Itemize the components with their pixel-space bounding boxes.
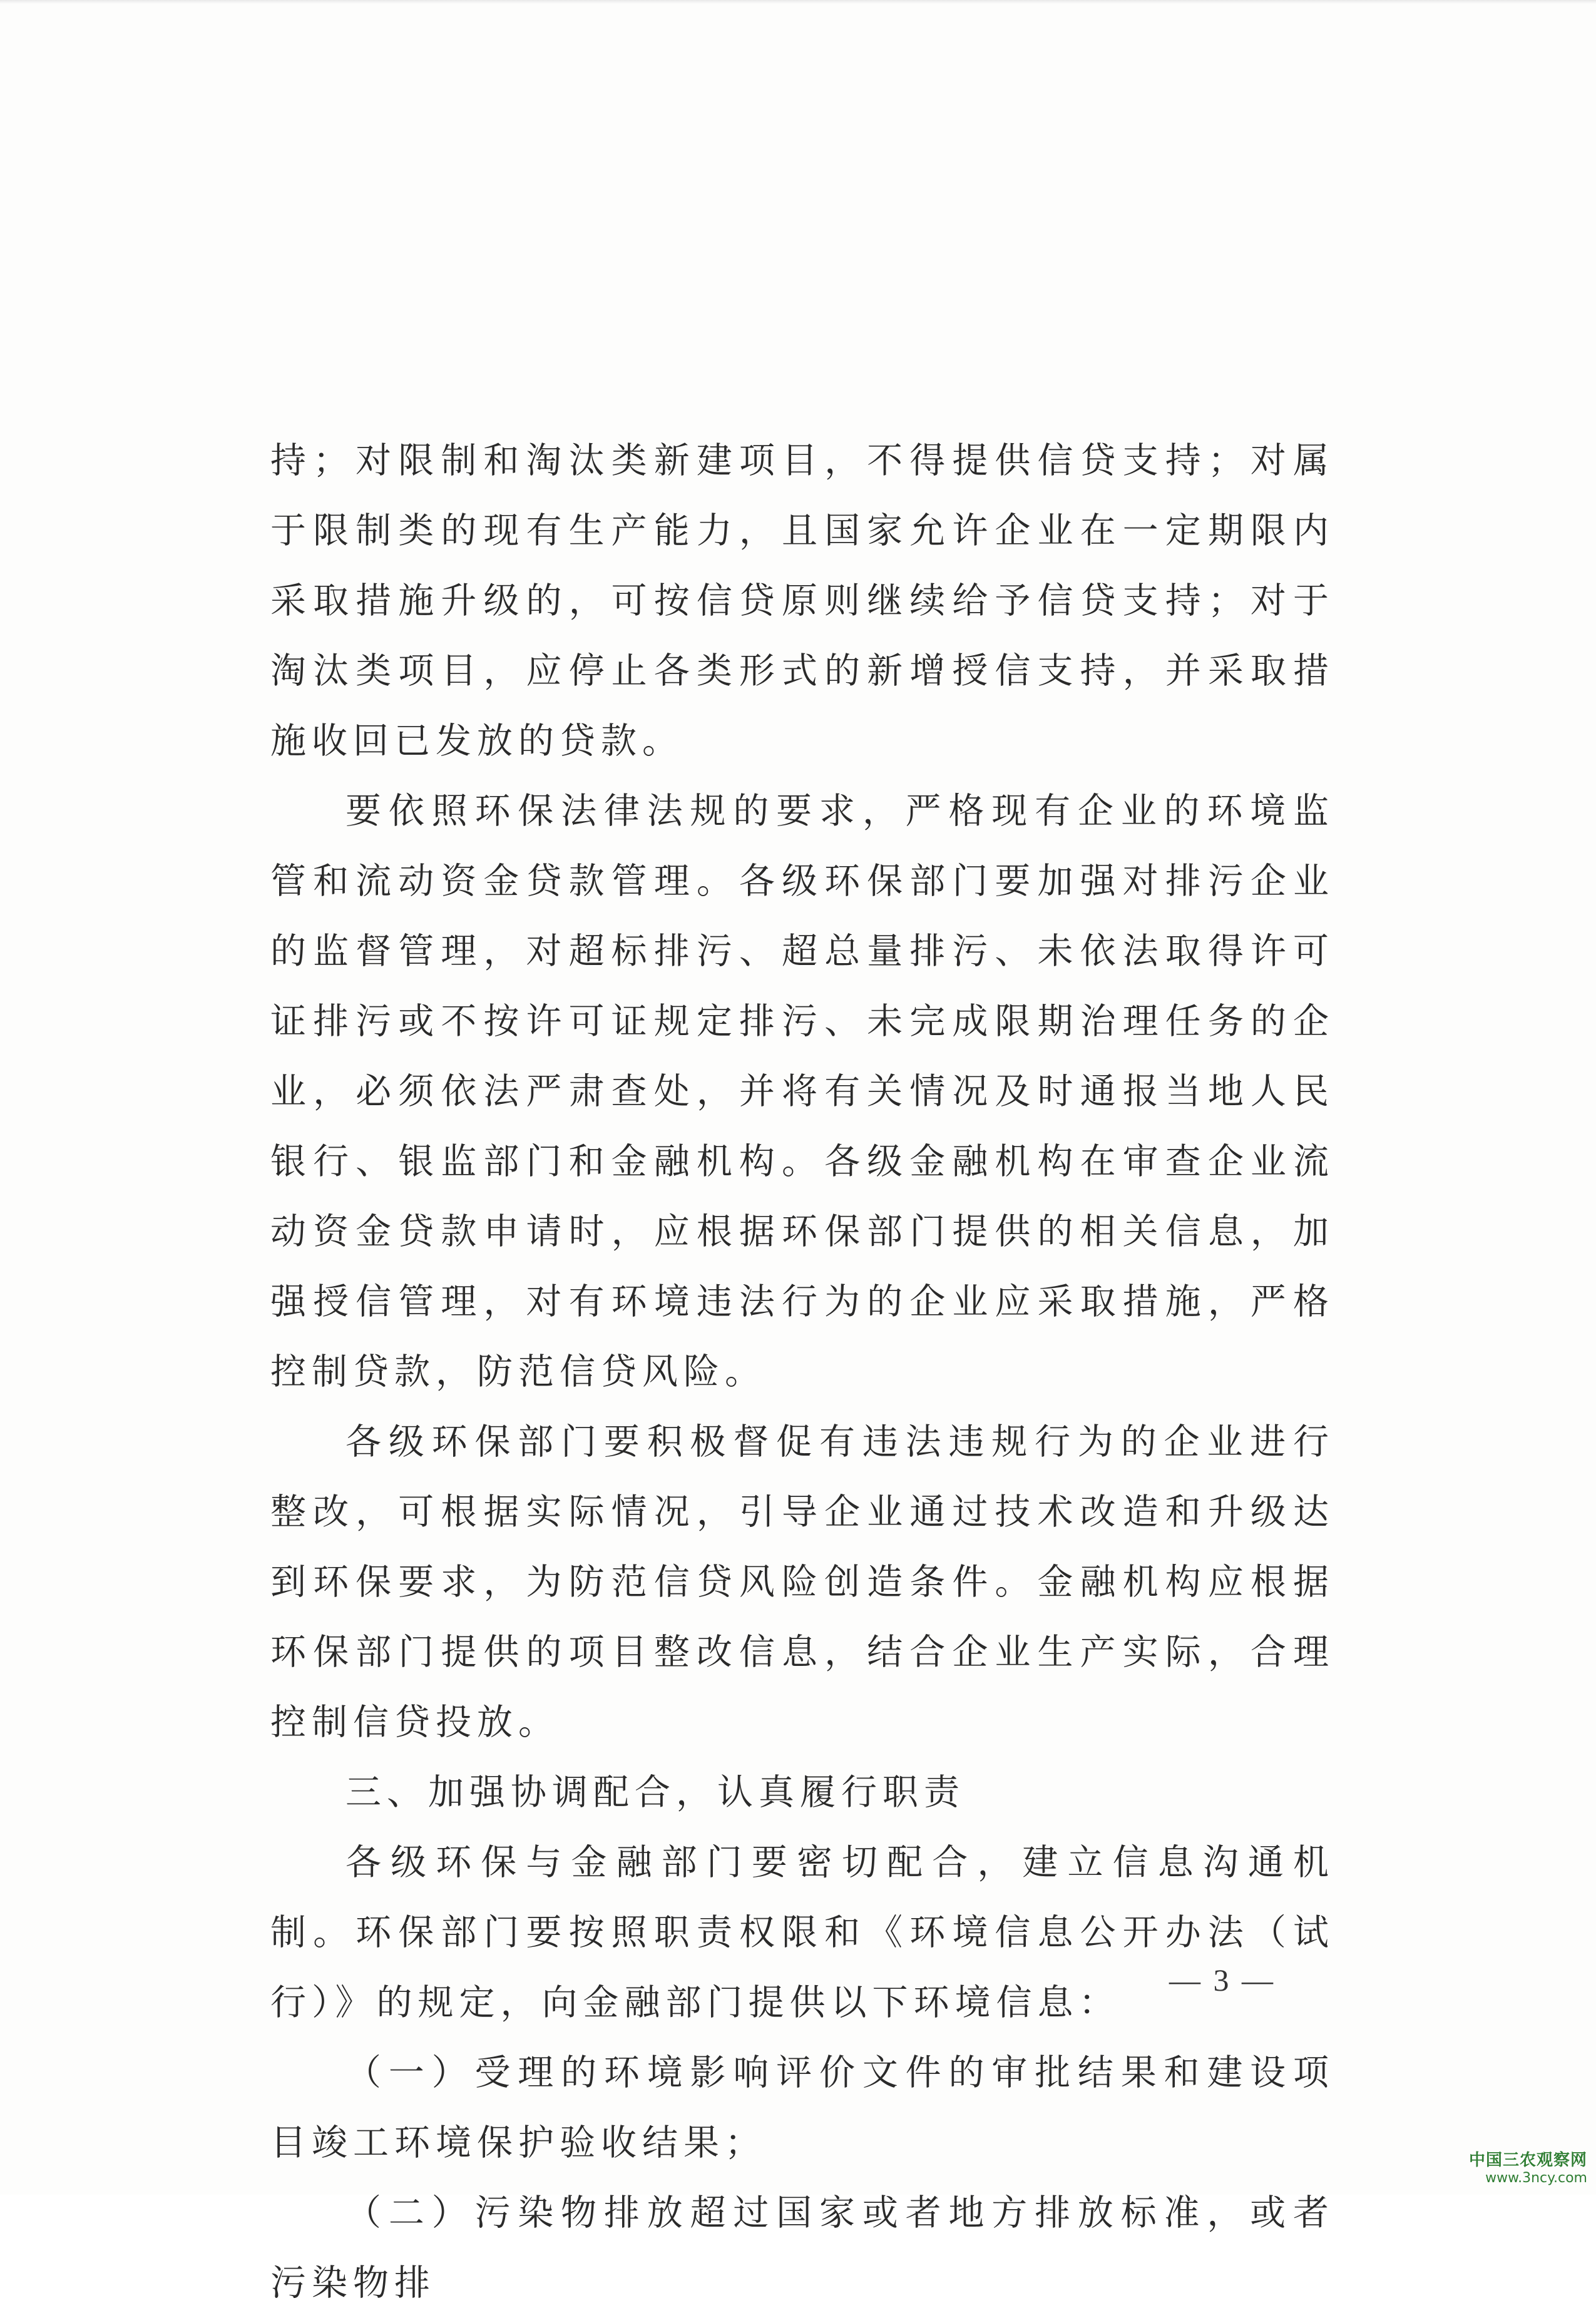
section-heading: 三、加强协调配合，认真履行职责 <box>345 1772 965 1813</box>
paragraph-continuation: 持；对限制和淘汰类新建项目，不得提供信贷支持；对属于限制类的现有生产能力，且国家允许企业在一定期限内采取措施升级的，可按信贷原则继续给予信贷支持；对于淘汰类项目，应停止各类形式的新增授信支持，并采取措施收回已发放的贷款。 <box>270 440 1334 762</box>
watermark-site-url: www.3ncy.com <box>1485 2170 1587 2186</box>
watermark-site-name: 中国三农观察网 <box>1468 2150 1587 2170</box>
paragraph-environmental-supervision: 要依照环保法律法规的要求，严格现有企业的环境监管和流动资金贷款管理。各级环保部门要加强对排污企业的监督管理，对超标排污、超总量排污、未依法取得许可证排污或不按许可证规定排污、未完成限期治理任务的企业，必须依法严肃查处，并将有关情况及时通报当地人民银行、银监部门和金融机构。各级金融机构在审查企业流动资金贷款申请时，应根据环保部门提供的相关信息，加强授信管理，对有环境违法行为的企业应采取措施，严格控制贷款，防范信贷风险。 <box>270 790 1334 1392</box>
list-item-one: （一）受理的环境影响评价文件的审批结果和建设项目竣工环境保护验收结果； <box>270 2052 1334 2163</box>
site-watermark <box>1469 2152 1587 2186</box>
paragraph-information-sharing: 各级环保与金融部门要密切配合，建立信息沟通机制。环保部门要按照职责权限和《环境信息公开办法（试行）》的规定，向金融部门提供以下环境信息： <box>270 1842 1334 2023</box>
list-item-two: （二）污染物排放超过国家或者地方排放标准，或者污染物排 <box>270 2192 1334 2304</box>
scan-edge <box>0 0 1596 4</box>
paragraph-rectification: 各级环保部门要积极督促有违法违规行为的企业进行整改，可根据实际情况，引导企业通过技术改造和升级达到环保要求，为防范信贷风险创造条件。金融机构应根据环保部门提供的项目整改信息，结合企业生产实际，合理控制信贷投放。 <box>270 1421 1334 1743</box>
document-body <box>270 426 1334 2318</box>
scan-speck <box>1488 233 1490 253</box>
page-number: — 3 — <box>1169 1963 1276 1998</box>
